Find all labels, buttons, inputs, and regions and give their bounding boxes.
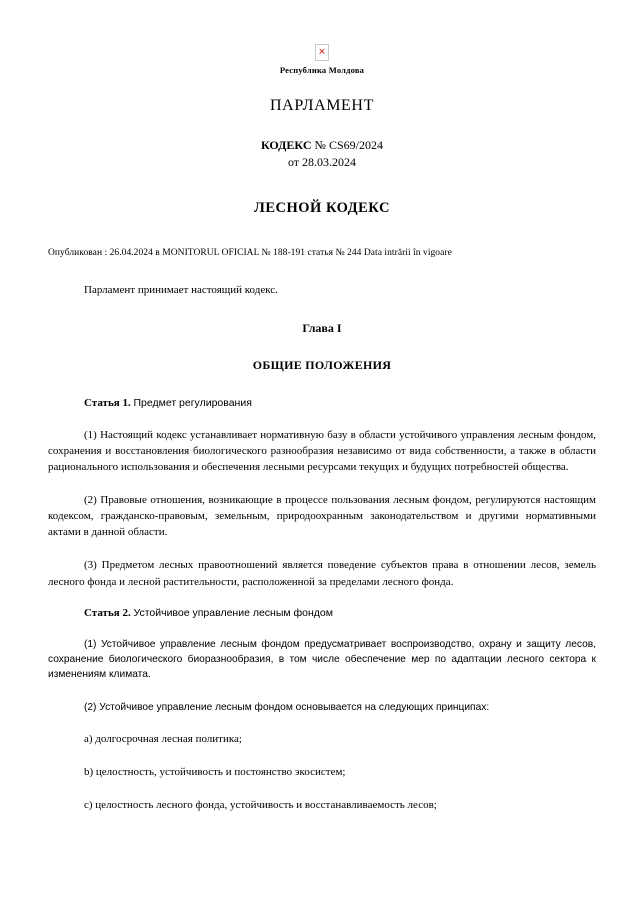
- article-paragraph: (2) Правовые отношения, возникающие в процессе пользования лесным фондом, регулируются настоящим кодексом, гражданско-правовым, земельным, природоохранным законодательством и другими нормативными актами в данной области.: [48, 493, 596, 539]
- intro-statement: Парламент принимает настоящий кодекс.: [84, 284, 278, 297]
- article-list-item: c) целостность лесного фонда, устойчивость и восстанавливаемость лесов;: [84, 798, 437, 811]
- article-paragraph: (2) Устойчивое управление лесным фондом основывается на следующих принципах:: [84, 701, 490, 713]
- broken-image-x-glyph: ✕: [318, 47, 326, 57]
- code-number-line: [48, 137, 596, 154]
- publication-info: Опубликован : 26.04.2024 в MONITORUL OFICIAL № 188-191 статья № 244 Data intrării în vigoare: [48, 247, 452, 258]
- article-heading: [48, 397, 596, 409]
- code-date: от 28.03.2024: [287, 155, 357, 170]
- page-title: ЛЕСНОЙ КОДЕКС: [254, 199, 390, 216]
- chapter-number: Глава I: [302, 320, 342, 335]
- article-paragraph: (1) Настоящий кодекс устанавливает нормативную базу в области устойчивого управления лесным фондом, сохранения и восстановления биологического разнообразия независимо от вида собственности, а также в области рационального использования и обеспечения лесными ресурсами текущих и будущих потребностей общества.: [48, 428, 596, 473]
- code-number: № CS69/2024: [314, 138, 383, 152]
- article-caption: Предмет регулирования: [133, 396, 252, 409]
- code-label: КОДЕКС: [261, 138, 312, 152]
- article-list-item: b) целостность, устойчивость и постоянство экосистем;: [84, 765, 346, 778]
- broken-image-icon: [315, 44, 329, 61]
- article-list-item: a) долгосрочная лесная политика;: [84, 732, 242, 745]
- article-heading: [48, 607, 596, 619]
- institution-name: ПАРЛАМЕНТ: [270, 97, 374, 114]
- article-number: Статья 2.: [84, 606, 131, 619]
- country-name: Республика Молдова: [279, 65, 365, 75]
- article-number: Статья 1.: [84, 396, 131, 409]
- chapter-title: ОБЩИЕ ПОЛОЖЕНИЯ: [252, 357, 392, 372]
- article-paragraph: (3) Предметом лесных правоотношений является поведение субъектов права в отношении лесов, земель лесного фонда и лесной растительности, расположенной за пределами лесного фонда.: [48, 559, 596, 588]
- article-caption: Устойчивое управление лесным фондом: [133, 606, 333, 619]
- emblem-container: [48, 44, 596, 61]
- article-paragraph: (1) Устойчивое управление лесным фондом предусматривает воспроизводство, охрану и защиту лесов, сохранение биологического биоразнообразия, в том числе обеспечение мер по адаптации лесного сектора к изменениям климата.: [48, 638, 596, 681]
